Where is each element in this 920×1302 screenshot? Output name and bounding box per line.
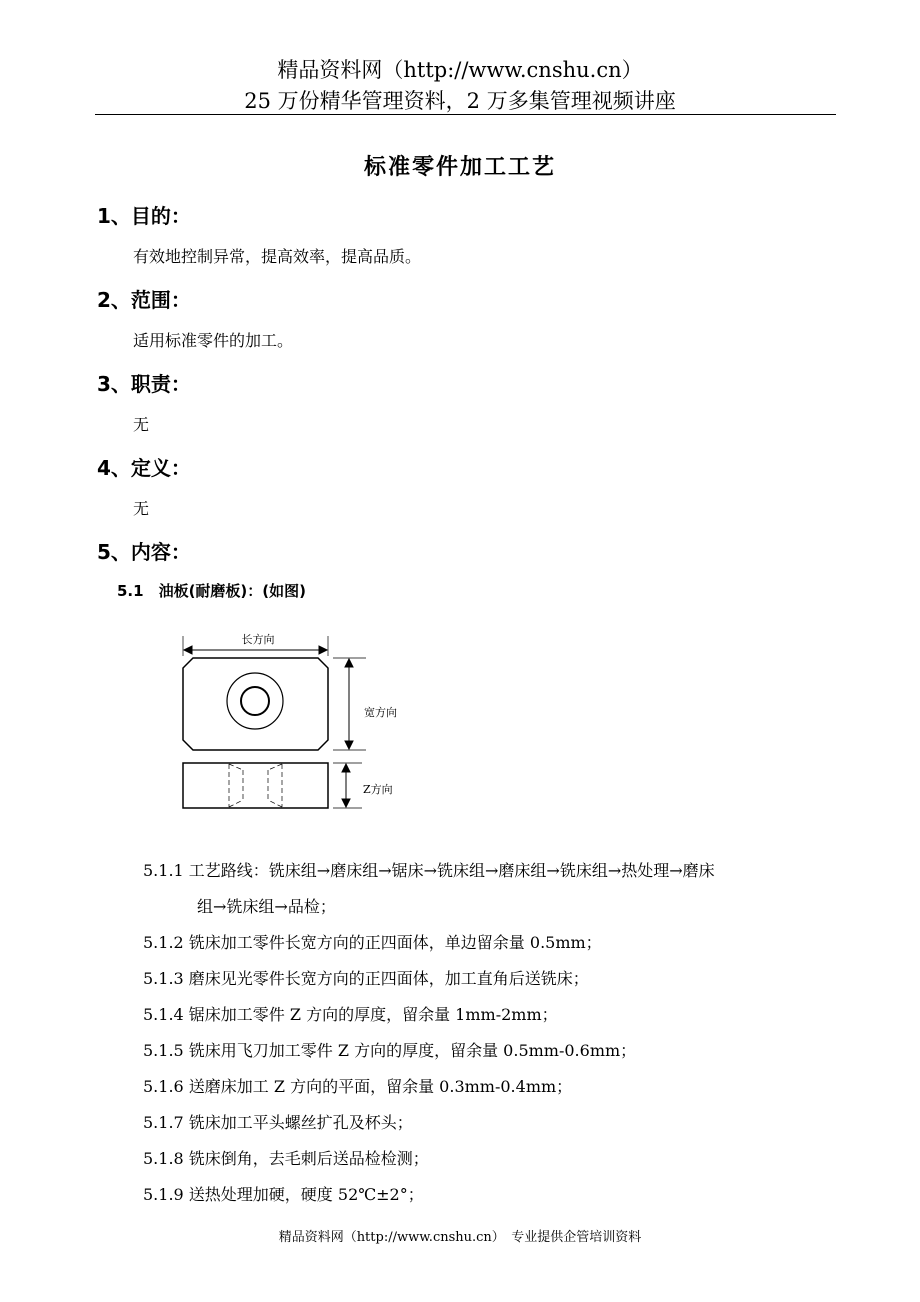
document-title: 标准零件加工工艺 <box>363 155 556 180</box>
plate-side-view <box>183 763 328 808</box>
plate-top-view <box>183 658 328 750</box>
section-text-purpose: 有效地控制异常，提高效率，提高品质。 <box>133 247 422 266</box>
process-item-5-1-1: 5.1.1 工艺路线：铣床组→磨床组→锯床→铣床组→磨床组→铣床组→热处理→磨床 <box>143 861 715 880</box>
process-item-5-1-6: 5.1.6 送磨床加工 Z 方向的平面，留余量 0.3mm-0.4mm； <box>143 1077 573 1096</box>
subsection-heading: 5.1 油板(耐磨板)：(如图) <box>117 582 306 600</box>
section-heading-responsibility: 3、职责： <box>97 372 191 396</box>
process-item-5-1-3: 5.1.3 磨床见光零件长宽方向的正四面体，加工直角后送铣床； <box>143 969 589 988</box>
z-direction-label: Z方向 <box>363 783 393 796</box>
process-item-5-1-2: 5.1.2 铣床加工零件长宽方向的正四面体，单边留余量 0.5mm； <box>143 933 602 952</box>
process-item-5-1-5: 5.1.5 铣床用飞刀加工零件 Z 方向的厚度，留余量 0.5mm-0.6mm； <box>143 1041 637 1060</box>
process-item-5-1-4: 5.1.4 锯床加工零件 Z 方向的厚度，留余量 1mm-2mm； <box>143 1005 558 1024</box>
header-line-1: 精品资料网（http://www.cnshu.cn） <box>277 58 643 82</box>
section-text-definition: 无 <box>133 499 150 518</box>
section-heading-definition: 4、定义： <box>97 456 191 480</box>
process-item-5-1-8: 5.1.8 铣床倒角，去毛刺后送品检检测； <box>143 1149 429 1168</box>
process-item-5-1-1-continued: 组→铣床组→品检； <box>197 897 336 916</box>
section-heading-purpose: 1、目的： <box>97 204 191 228</box>
width-direction-label: 宽方向 <box>364 706 397 719</box>
header-line-2: 25 万份精华管理资料，2 万多集管理视频讲座 <box>244 89 676 113</box>
page-footer: 精品资料网（http://www.cnshu.cn） 专业提供企管培训资料 <box>278 1230 642 1245</box>
section-heading-scope: 2、范围： <box>97 288 191 312</box>
process-item-5-1-9: 5.1.9 送热处理加硬，硬度 52℃±2°； <box>143 1185 424 1204</box>
hole-inner <box>241 687 269 715</box>
section-heading-content: 5、内容： <box>97 540 191 564</box>
section-text-responsibility: 无 <box>133 415 150 434</box>
length-direction-label: 长方向 <box>241 633 275 646</box>
process-item-5-1-7: 5.1.7 铣床加工平头螺丝扩孔及杯头； <box>143 1113 413 1132</box>
counterbore-outer <box>227 673 283 729</box>
section-text-scope: 适用标准零件的加工。 <box>133 331 294 350</box>
